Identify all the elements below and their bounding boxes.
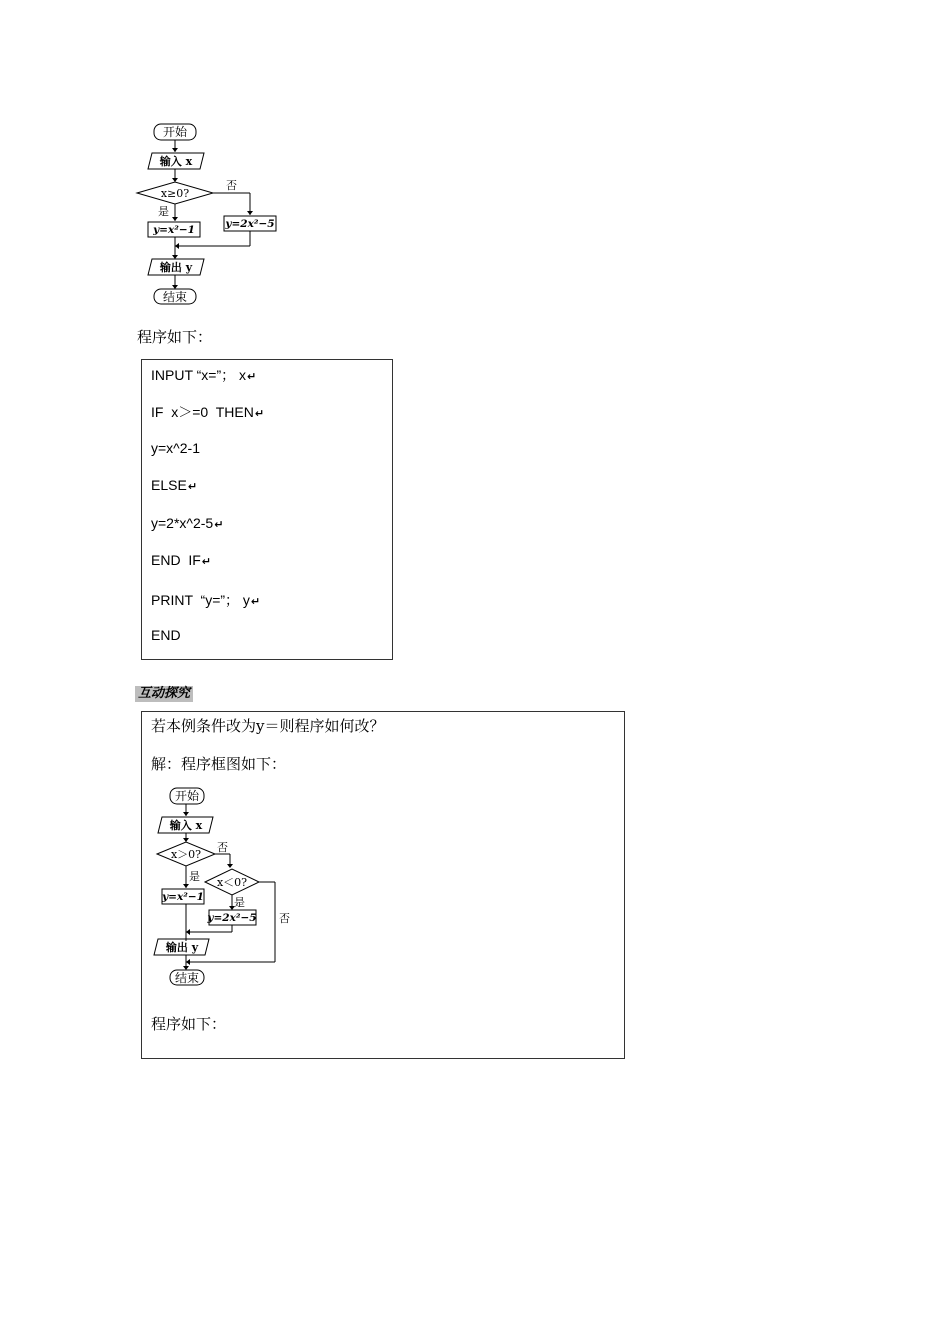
return-mark-icon: ↵ <box>250 595 260 608</box>
fc2-cond2-label: x＜0? <box>216 876 248 889</box>
flowchart-1 <box>130 118 290 310</box>
return-mark-icon: ↵ <box>187 480 197 493</box>
code-line-4: ELSE↵ <box>151 477 197 493</box>
exploration-closing: 程序如下： <box>151 1015 227 1033</box>
fc2-formula1: y=x²−1 <box>162 891 204 903</box>
program-intro: 程序如下： <box>137 328 213 346</box>
program-code-box <box>141 359 393 660</box>
return-mark-icon: ↵ <box>254 407 264 420</box>
code-line-7: PRINT “y=”； y↵ <box>151 592 260 608</box>
fc2-cond2-no-label: 否 <box>279 912 290 925</box>
fc2-cond1-label: x＞0? <box>170 848 202 861</box>
return-mark-icon: ↵ <box>247 370 256 383</box>
fc1-condition-label: x≥0? <box>160 187 190 200</box>
code-line-1: INPUT “x=”； x↵ <box>151 367 256 383</box>
return-mark-icon: ↵ <box>201 555 210 568</box>
fc1-no-formula: y=2x²−5 <box>225 218 275 230</box>
return-mark-icon: ↵ <box>214 518 223 531</box>
code-line-2: IF x＞=0 THEN↵ <box>151 404 264 420</box>
fc2-formula2: y=2x²−5 <box>207 912 257 924</box>
exploration-box <box>141 711 625 1059</box>
fc1-end-label: 结束 <box>162 290 188 304</box>
fc1-input-label: 输入 x <box>159 155 193 168</box>
exploration-question: 若本例条件改为y＝则程序如何改？ <box>151 717 385 735</box>
fc2-end-label: 结束 <box>174 971 200 985</box>
fc1-yes-label: 是 <box>158 205 169 218</box>
fc2-cond2-yes-label: 是 <box>234 896 245 909</box>
fc1-yes-formula: y=x²−1 <box>153 224 195 236</box>
flowchart-2 <box>152 782 312 992</box>
section-badge: 互动探究 <box>135 686 193 702</box>
code-line-6: END IF↵ <box>151 552 210 568</box>
fc2-cond1-no-label: 否 <box>217 841 228 854</box>
code-line-5: y=2*x^2-5↵ <box>151 515 223 531</box>
fc2-output-label: 输出 y <box>165 941 199 954</box>
fc1-no-label: 否 <box>226 179 237 192</box>
exploration-answer-intro: 解：程序框图如下： <box>151 755 287 773</box>
fc1-start-label: 开始 <box>162 125 188 139</box>
fc2-cond1-yes-label: 是 <box>189 870 200 883</box>
code-line-3: y=x^2-1 <box>151 440 200 456</box>
fc2-start-label: 开始 <box>174 789 200 803</box>
fc2-input-label: 输入 x <box>169 819 203 832</box>
code-line-8: END <box>151 627 181 643</box>
fc1-output-label: 输出 y <box>159 261 193 274</box>
